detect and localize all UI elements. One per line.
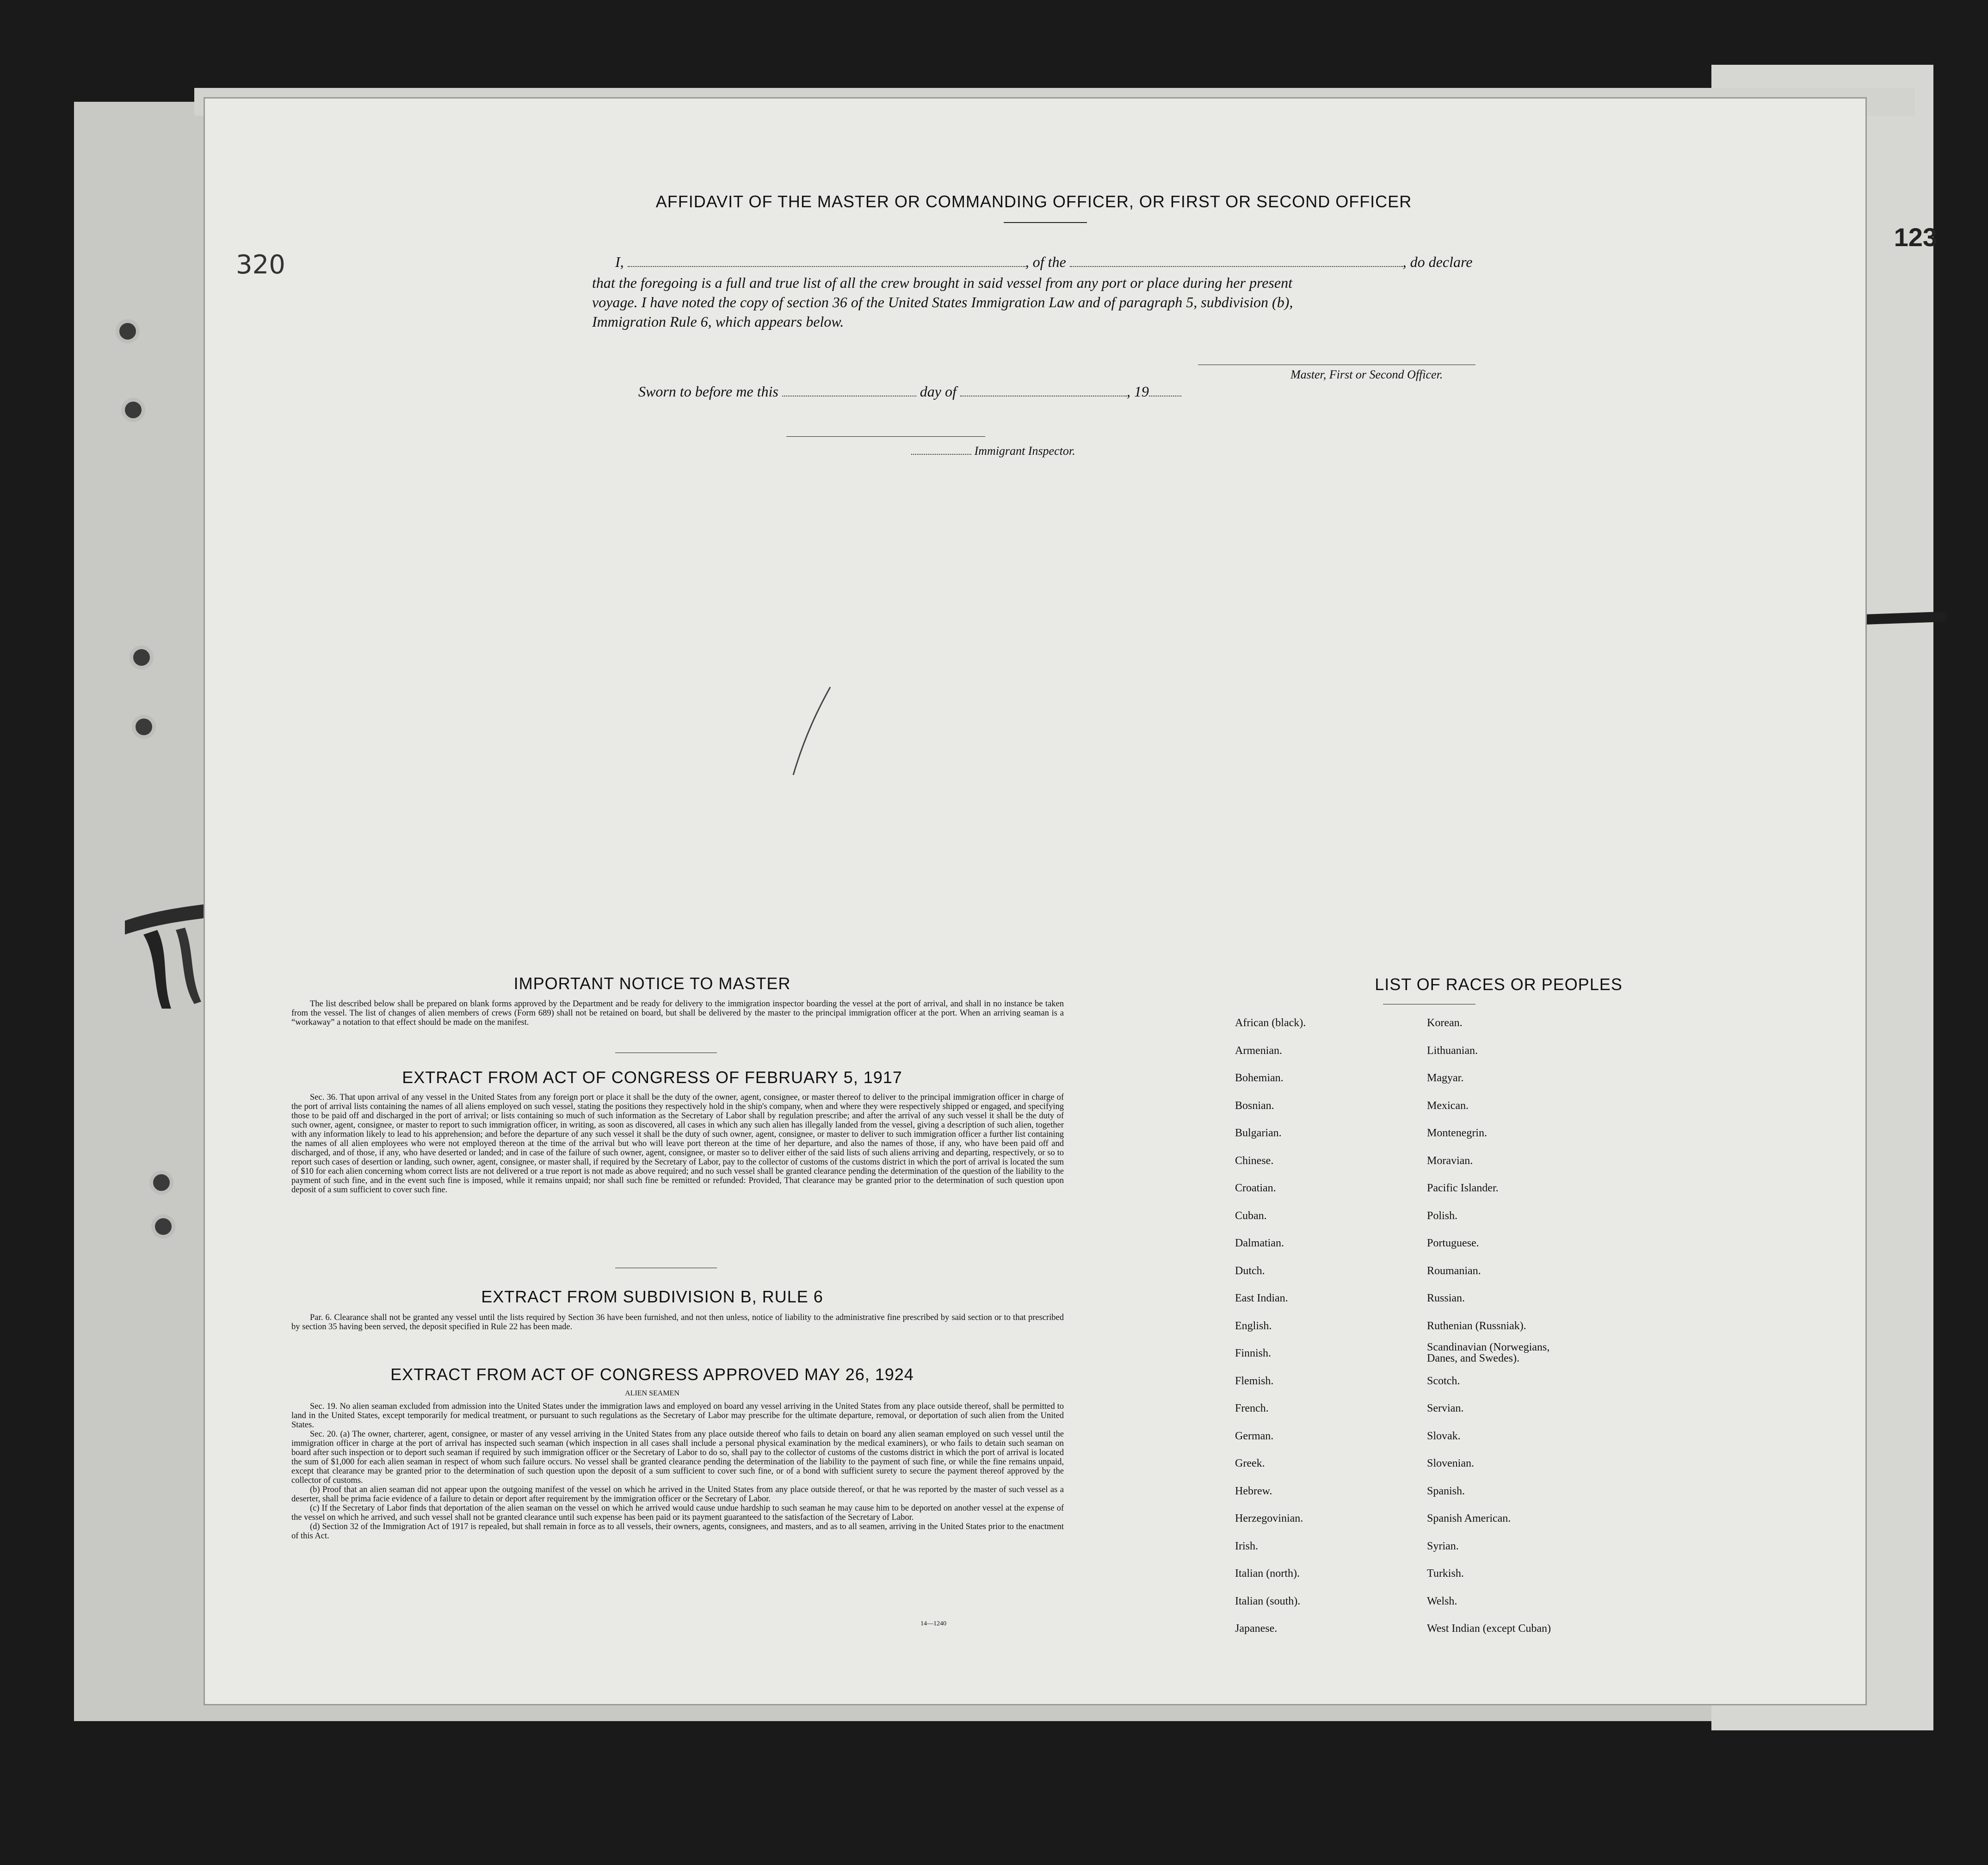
race-item: Bohemian. xyxy=(1235,1072,1284,1084)
sworn-line xyxy=(638,382,1286,401)
race-item: Pacific Islander. xyxy=(1427,1182,1499,1194)
affidavit-i: I, xyxy=(615,254,624,270)
affidavit-declare: , do declare xyxy=(1402,254,1473,270)
handwritten-mark: 320 xyxy=(236,250,285,280)
race-item: Ruthenian (Russniak). xyxy=(1427,1320,1526,1332)
race-item: Russian. xyxy=(1427,1292,1465,1304)
race-item: Polish. xyxy=(1427,1209,1458,1222)
extract-1924-title: EXTRACT FROM ACT OF CONGRESS APPROVED MAY 26, 1924 xyxy=(390,1365,914,1384)
race-item: Montenegrin. xyxy=(1427,1127,1487,1139)
race-item: Irish. xyxy=(1235,1540,1258,1552)
race-item: French. xyxy=(1235,1402,1269,1414)
extract-1917-text: Sec. 36. That upon arrival of any vessel in the United States from any foreign port or place it shall be the duty of the owner, agent, consignee, or master thereof to deliver to the principal immigration officer in charge of the port of arrival lists containing the names of all aliens employed on such vessel, stating the positions they respectively hold in the ship's company, when and where they were respectively shipped or engaged, and specifying those to be paid off and discharged in the port of arrival; or lists containing so much of such information as the Secretary of Labor shall by regulation prescribe; and after the arrival of any such vessel it shall be the duty of such owner, agent, consignee, or master to report to such immigration officer, in writing, as soon as discovered, all cases in which any such alien has illegally landed from the vessel, giving a description of such alien, together with any information likely to lead to his apprehension; and before the departure of any such vessel it shall be the duty of such owner, agent, consignee, or master to deliver to such immigration officer a further list containing the names of all alien employees who were not employed thereon at the time of the arrival but who will leave port thereon at the time of her departure, and also the names of those, if any, who have been paid off and discharged, and of those, if any, who have deserted or landed; and in case of the failure of such owner, agent, consignee, or master so to deliver either of the said lists of such aliens arriving and departing, respectively, or so to report such cases of desertion or landing, such owner, agent, consignee, or master shall, if required by the Secretary of Labor, pay to the collector of customs of the customs district in which the port of arrival is located the sum of $10 for each alien concerning whom correct lists are not delivered or a true report is not made as above required; and no such vessel shall be granted clearance pending the determination of the question of the liability to the payment of such fine, and in the event such fine is imposed, while it remains unpaid; nor shall such fine be remitted or refunded: Provided, That clearance may be granted prior to the determination of such question upon deposit of a sum sufficient to cover such fine. xyxy=(291,1093,1064,1195)
race-item: African (black). xyxy=(1235,1017,1306,1029)
affidavit-declaration-line xyxy=(615,252,1725,272)
master-signature-label: Master, First or Second Officer. xyxy=(1290,368,1443,381)
inspector-label: Immigrant Inspector. xyxy=(974,444,1075,458)
race-item: Lithuanian. xyxy=(1427,1044,1478,1057)
race-item: Flemish. xyxy=(1235,1375,1274,1387)
race-item: English. xyxy=(1235,1320,1272,1332)
title-underline xyxy=(1004,222,1087,223)
sworn-month-blank xyxy=(960,396,1127,397)
notice-text: The list described below shall be prepared on blank forms approved by the Department and be ready for delivery to the immigration inspector boarding the vessel at the port of arrival, and shall in no instance be taken from the vessel. The list of changes of alien members of crews (Form 689) shall not be retained on board, but shall be delivered by the master to the principal immigration officer at the port. When an arriving seaman is a “workaway” a notation to that effect should be made on the manifest. xyxy=(291,999,1064,1027)
race-item: Cuban. xyxy=(1235,1209,1267,1222)
race-item: Syrian. xyxy=(1427,1540,1459,1552)
race-item: Herzegovinian. xyxy=(1235,1512,1303,1524)
binder-hole xyxy=(130,645,154,669)
affidavit-text-line-2: that the foregoing is a full and true list of all the crew brought in said vessel from any port or place during her present xyxy=(592,274,1292,291)
race-item: Croatian. xyxy=(1235,1182,1276,1194)
race-item: Spanish. xyxy=(1427,1485,1465,1497)
sworn-year-blank xyxy=(1149,396,1181,397)
inspector-signature-label xyxy=(911,444,1075,458)
race-item: Scandinavian (Norwegians, Danes, and Swedes). xyxy=(1427,1341,1550,1364)
race-item: Mexican. xyxy=(1427,1099,1469,1112)
sworn-day: day of xyxy=(920,383,957,400)
binder-hole xyxy=(151,1214,175,1239)
affidavit-text-line-3: voyage. I have noted the copy of section 36 of the United States Immigration Law and of paragraph 5, subdivision (b), xyxy=(592,294,1293,310)
page-number: 123 xyxy=(1894,223,1937,252)
affidavit-of-the: , of the xyxy=(1025,254,1066,270)
name-blank xyxy=(628,266,1025,267)
race-item: Chinese. xyxy=(1235,1154,1274,1167)
race-item: Korean. xyxy=(1427,1017,1463,1029)
affidavit-title: AFFIDAVIT OF THE MASTER OR COMMANDING OFFICER, OR FIRST OR SECOND OFFICER xyxy=(655,192,1412,211)
rule6-title: EXTRACT FROM SUBDIVISION B, RULE 6 xyxy=(481,1287,823,1306)
race-item: Scotch. xyxy=(1427,1375,1460,1387)
notice-title: IMPORTANT NOTICE TO MASTER xyxy=(513,974,791,993)
race-item: Dutch. xyxy=(1235,1264,1265,1277)
race-item: Servian. xyxy=(1427,1402,1464,1414)
race-item: Armenian. xyxy=(1235,1044,1282,1057)
race-item: German. xyxy=(1235,1430,1274,1442)
extract-1924-subtitle: ALIEN SEAMEN xyxy=(625,1389,679,1397)
races-title: LIST OF RACES OR PEOPLES xyxy=(1375,975,1623,994)
race-item: Italian (south). xyxy=(1235,1595,1301,1607)
race-item: Greek. xyxy=(1235,1457,1265,1469)
race-item: Slovak. xyxy=(1427,1430,1461,1442)
rule6-text: Par. 6. Clearance shall not be granted any vessel until the lists required by Section 36 have been furnished, and not then unless, notice of liability to the administrative fine prescribed by said section or to that prescribed by section 35 having been served, the deposit specified in Rule 22 has been made. xyxy=(291,1313,1064,1332)
extract-1924-text: Sec. 19. No alien seaman excluded from admission into the United States under the immigration laws and employed on board any vessel arriving in the United States from any place outside thereof, shall be permitted to land in the United States, except temporarily for medical treatment, or pursuant to such regulations as the Secretary of Labor may prescribe for the ultimate departure, removal, or deportation of such alien from the United States. Sec. 20. (a) The owner, charterer, agent, consignee, or master of any vessel arriving in the United States from any place outside thereof who fails to detain on board any alien seaman employed on such vessel until the immigration officer in charge at the port of arrival has inspected such seaman (which inspection in all cases shall include a personal physical examination by the medical examiners), or who fails to detain such seaman on board after such inspection or to deport such seaman if required by such immigration officer or the Secretary of Labor to do so, shall pay to the collector of customs of the customs district in which the port of arrival is located the sum of $1,000 for each alien seaman in respect of whom such failure occurs. No vessel shall be granted clearance pending the determination of the liability to the payment of such fine, or while the fine remains unpaid, except that clearance may be granted prior to the determination of such question upon the deposit of a sum sufficient to cover such fine, or of a bond with sufficient surety to secure the payment thereof approved by the collector of customs. (b) Proof that an alien seaman did not appear upon the outgoing manifest of the vessel on which he arrived in the United States from any place outside thereof, or that he was reported by the master of such vessel as a deserter, shall be prima facie evidence of a failure to detain or deport after requirement by the immigration officer or the Secretary of Labor. (c) If the Secretary of Labor finds that deportation of the alien seaman on the vessel on which he arrived would cause undue hardship to such seaman he may cause him to be deported on another vessel at the expense of the vessel on which he arrived, and such vessel shall not be granted clearance until such expense has been paid or its payment guaranteed to the satisfaction of the Secretary of Labor. (d) Section 32 of the Immigration Act of 1917 is repealed, but shall remain in force as to all vessels, their owners, agents, consignees, and masters, and as to all seamen, arriving in the United States prior to the enactment of this Act. xyxy=(291,1402,1064,1541)
sworn-date-blank xyxy=(782,396,916,397)
race-item: Slovenian. xyxy=(1427,1457,1474,1469)
race-item: Welsh. xyxy=(1427,1595,1457,1607)
race-item: Roumanian. xyxy=(1427,1264,1481,1277)
sworn-prefix: Sworn to before me this xyxy=(638,383,778,400)
race-item: Bulgarian. xyxy=(1235,1127,1282,1139)
race-item: Italian (north). xyxy=(1235,1568,1300,1580)
race-item: Spanish American. xyxy=(1427,1512,1511,1524)
binder-hole xyxy=(116,319,140,343)
binder-hole xyxy=(149,1171,173,1195)
document-content xyxy=(217,111,1850,1684)
sworn-year: , 19 xyxy=(1126,383,1149,400)
extract-1917-title: EXTRACT FROM ACT OF CONGRESS OF FEBRUARY 5, 1917 xyxy=(402,1068,902,1087)
binder-hole xyxy=(121,398,145,422)
form-number: 14—1240 xyxy=(920,1620,946,1627)
race-item: Portuguese. xyxy=(1427,1237,1479,1249)
races-right-column xyxy=(1427,1017,1621,1646)
race-item: East Indian. xyxy=(1235,1292,1288,1304)
pencil-mark xyxy=(791,685,833,777)
vessel-blank xyxy=(1070,266,1403,267)
race-item: Japanese. xyxy=(1235,1623,1278,1635)
affidavit-text-line-4: Immigration Rule 6, which appears below. xyxy=(592,313,844,330)
race-item: Turkish. xyxy=(1427,1568,1464,1580)
race-item: Moravian. xyxy=(1427,1154,1473,1167)
race-item: Bosnian. xyxy=(1235,1099,1274,1112)
race-item: West Indian (except Cuban) xyxy=(1427,1623,1551,1635)
races-left-column xyxy=(1235,1017,1411,1646)
race-item: Magyar. xyxy=(1427,1072,1464,1084)
race-item: Dalmatian. xyxy=(1235,1237,1284,1249)
race-item: Finnish. xyxy=(1235,1347,1272,1359)
inspector-signature-line xyxy=(786,436,985,437)
race-item: Hebrew. xyxy=(1235,1485,1272,1497)
binder-hole xyxy=(132,715,156,739)
